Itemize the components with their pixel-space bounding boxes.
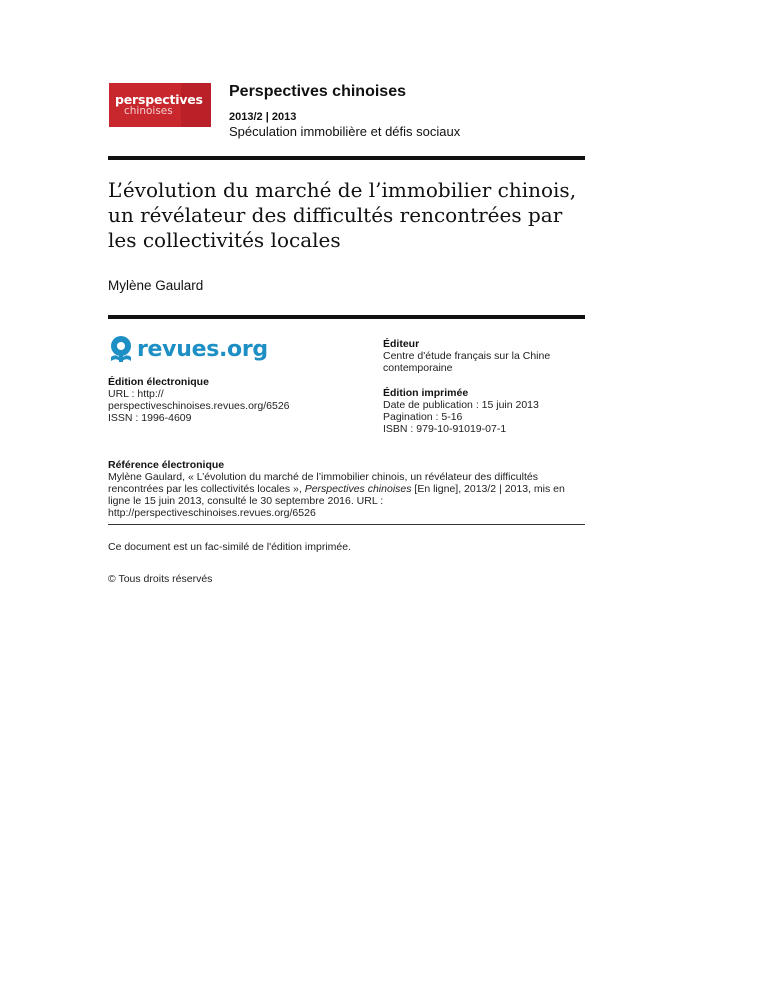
electronic-url-line1[interactable]: URL : http:// [108, 388, 164, 400]
reference-label: Référence électronique [108, 459, 225, 471]
electronic-url-line2[interactable]: perspectiveschinoises.revues.org/6526 [108, 400, 290, 412]
electronic-edition-block [108, 376, 328, 424]
print-edition-label: Édition imprimée [383, 387, 469, 399]
rights-note: © Tous droits réservés [108, 573, 213, 585]
revues-leaf-icon [108, 335, 134, 363]
reference-text-before: Mylène Gaulard, « L’évolution du marché de l’immobilier chinois, un révélateur des difficultés rencontrées par les collectivités locales », [108, 471, 538, 495]
footer-divider [108, 524, 585, 525]
print-date: Date de publication : 15 juin 2013 [383, 399, 539, 411]
print-pagination: Pagination : 5-16 [383, 411, 463, 423]
journal-logo[interactable] [109, 83, 211, 127]
issue-number: 2013/2 | 2013 [229, 111, 297, 123]
article-author: Mylène Gaulard [108, 278, 204, 293]
revues-wordmark: revues.org [137, 336, 268, 362]
reference-text-after: [En ligne], 2013/2 | 2013, mis en ligne le 15 juin 2013, consulté le 30 septembre 2016. URL : http://perspectiveschinoises.revues.org/6526 [108, 483, 565, 519]
article-title: L’évolution du marché de l’immobilier chinois, un révélateur des difficultés rencontrées par les collectivités locales [108, 178, 577, 252]
electronic-reference [108, 459, 585, 519]
publisher-line1: Centre d'étude français sur la Chine [383, 350, 551, 362]
print-edition-block [383, 387, 583, 435]
publisher-line2: contemporaine [383, 362, 453, 374]
metadata-divider [108, 315, 585, 319]
electronic-issn: ISSN : 1996-4609 [108, 412, 192, 424]
journal-title: Perspectives chinoises [229, 83, 406, 100]
header-divider [108, 156, 585, 160]
revues-org-logo[interactable] [108, 334, 268, 364]
publisher-label: Éditeur [383, 338, 420, 350]
facsimile-note: Ce document est un fac-similé de l'édition imprimée. [108, 541, 352, 553]
logo-text-bottom: chinoises [124, 105, 173, 117]
publisher-block [383, 338, 583, 374]
electronic-edition-label: Édition électronique [108, 376, 209, 388]
reference-journal: Perspectives chinoises [304, 483, 412, 495]
logo-text-top: perspectives [115, 92, 203, 107]
issue-title: Spéculation immobilière et défis sociaux [229, 124, 461, 139]
print-isbn: ISBN : 979-10-91019-07-1 [383, 423, 507, 435]
